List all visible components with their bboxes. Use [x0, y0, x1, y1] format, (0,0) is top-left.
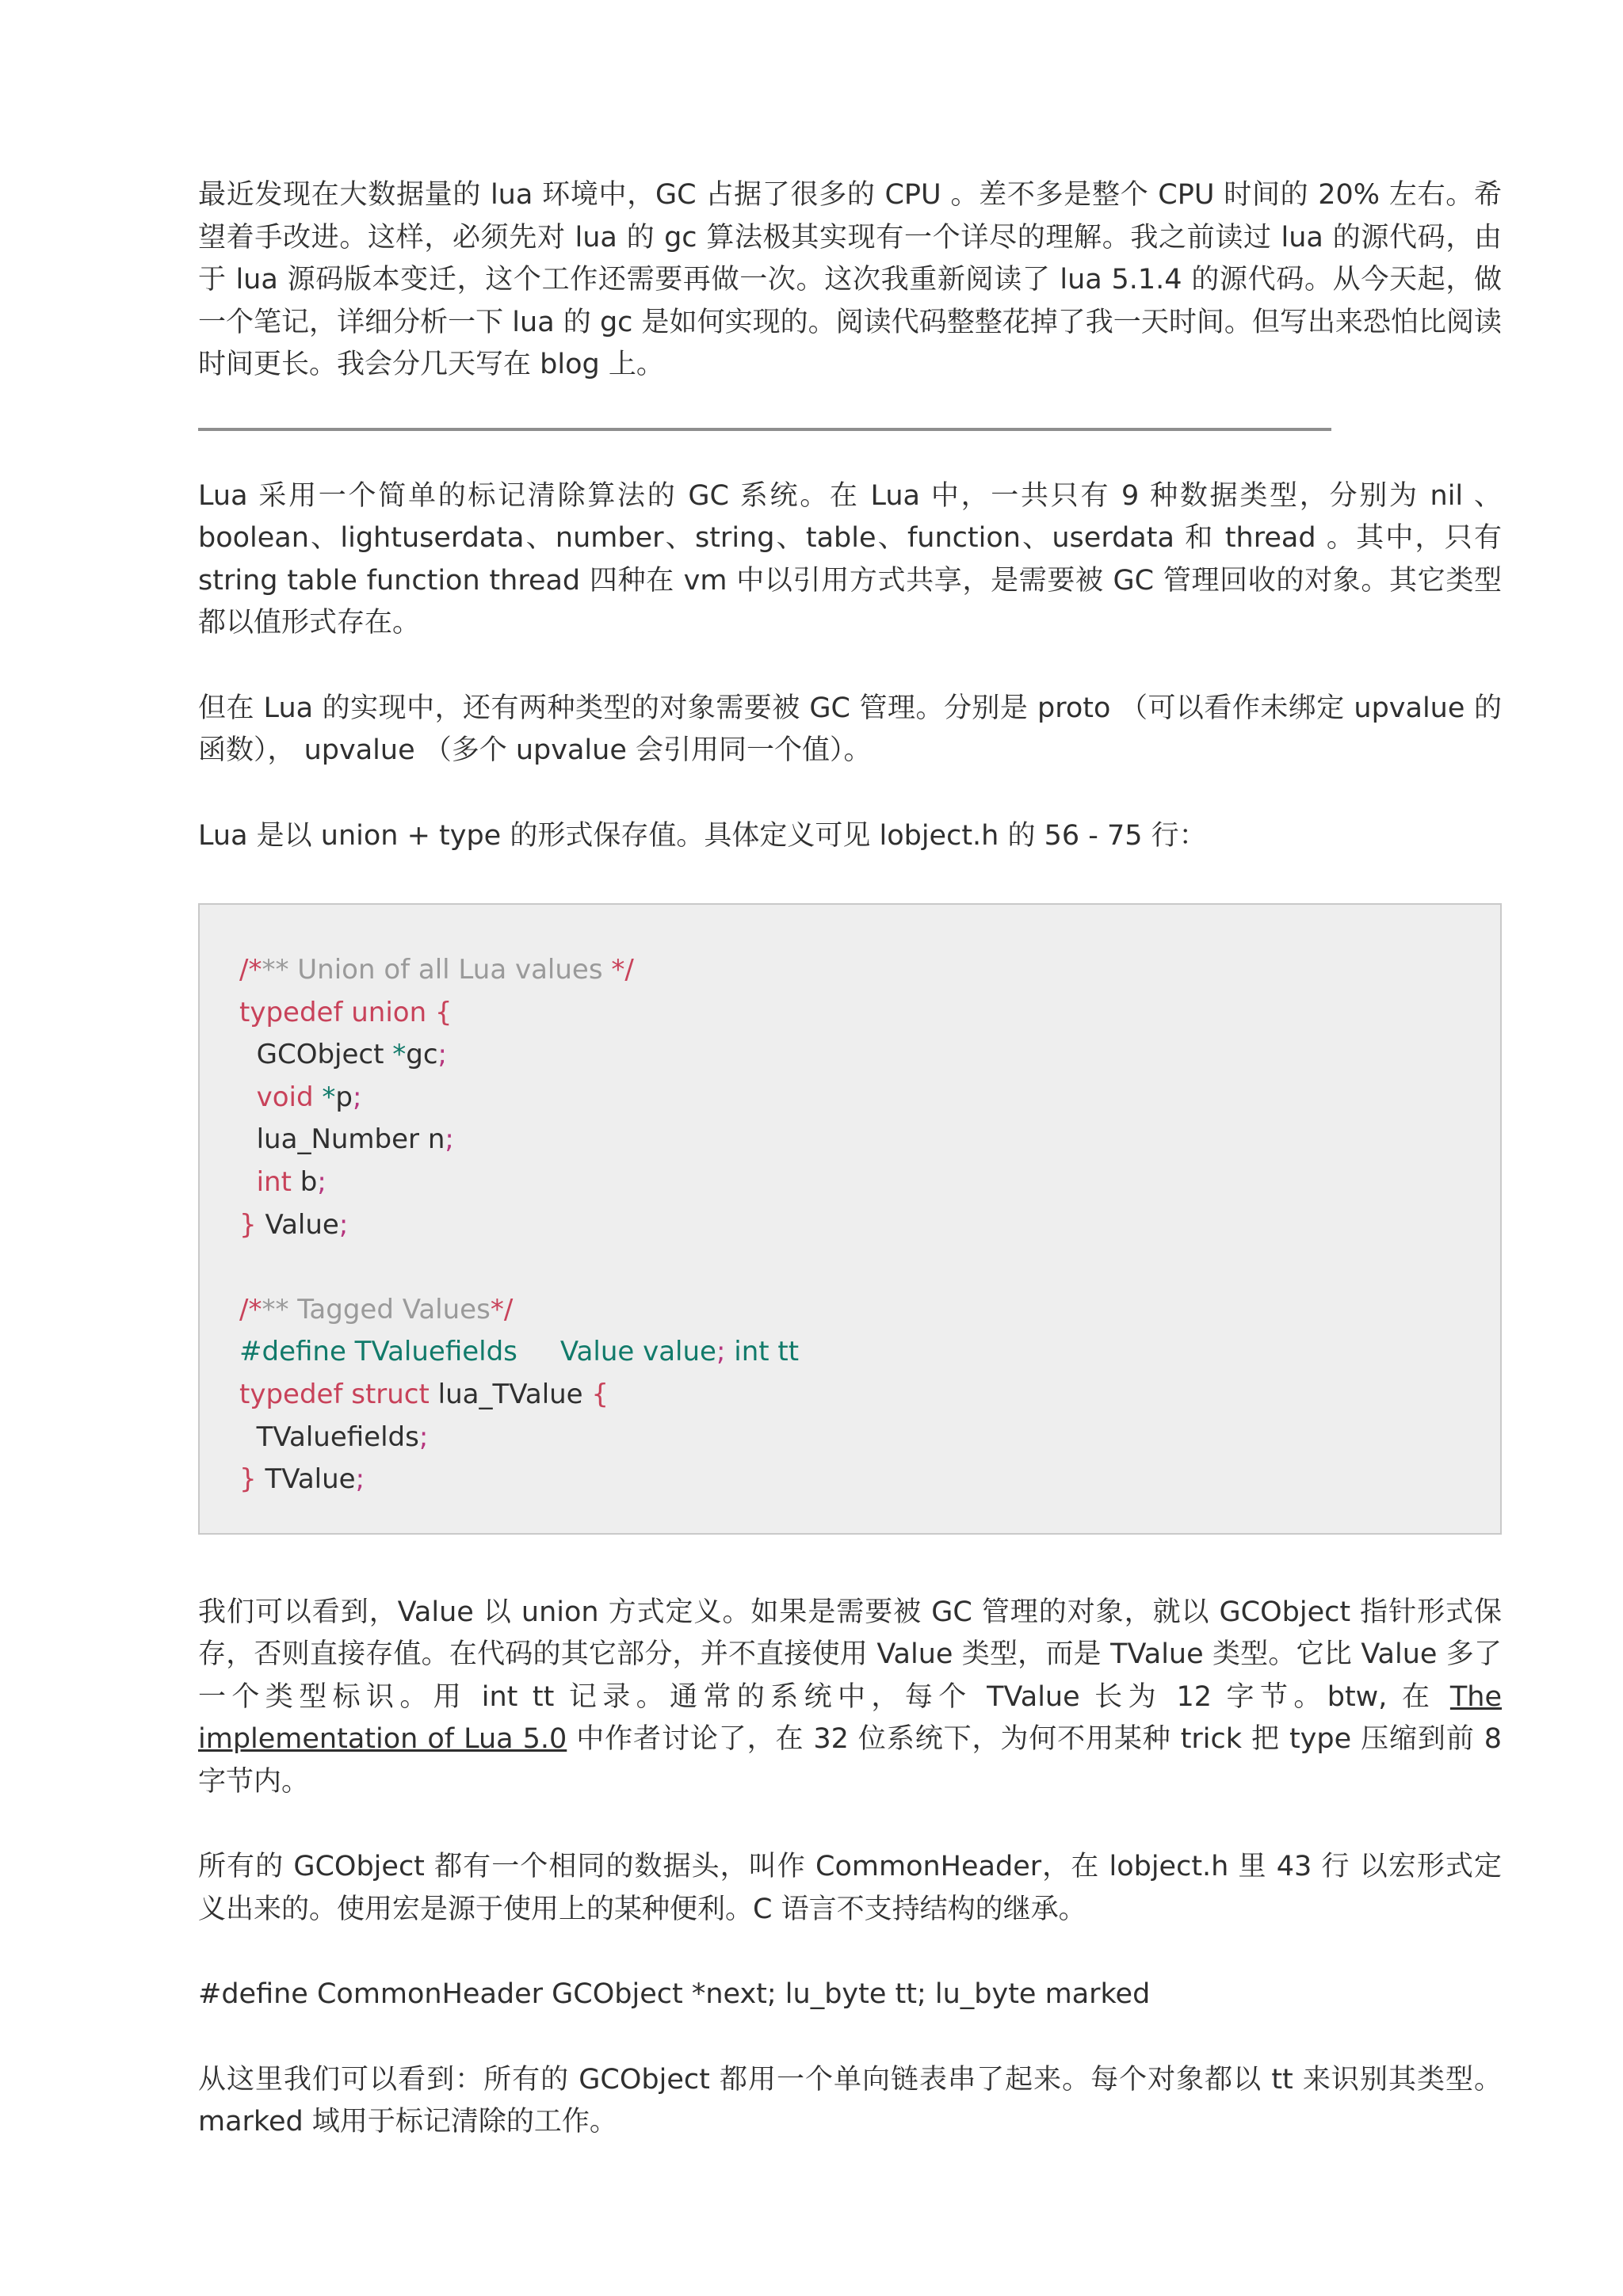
article [198, 174, 1502, 2144]
code-blank-line [239, 1246, 1461, 1289]
code-line: GCObject *gc; [239, 1039, 447, 1071]
code-line: lua_Number n; [239, 1123, 454, 1156]
code-line: int b; [239, 1165, 327, 1198]
code-line: TValuefields; [239, 1421, 429, 1453]
intro-paragraph: 最近发现在大数据量的 lua 环境中，GC 占据了很多的 CPU 。差不多是整个 CPU 时间的 20% 左右。希望着手改进。这样，必须先对 lua 的 gc 算法极其实现有一个详尽的理解。我之前读过 lua 的源代码，由于 lua 源码版本变迁，这个工作还需要再做一次。这次我重新阅读了 lua 5.1.4 的源代码。从今天起，做一个笔记，详细分析一下 lua 的 gc 是如何实现的。阅读代码整整花掉了我一天时间。但写出来恐怕比阅读时间更长。我会分几天写在 blog 上。 [198, 179, 1502, 380]
common-header-define: #define CommonHeader GCObject *next; lu_byte tt; lu_byte marked [198, 1978, 1151, 2011]
horizontal-divider [198, 428, 1331, 431]
gc-types-paragraph: Lua 采用一个简单的标记清除算法的 GC 系统。在 Lua 中，一共只有 9 种数据类型，分别为 nil 、boolean、lightuserdata、number、string、table、function、userdata 和 thread 。其中，只有 string table function thread 四种在 vm 中以引用方式共享，是需要被 GC 管理回收的对象。其它类型都以值形式存在。 [198, 479, 1502, 639]
value-explanation-paragraph: 我们可以看到，Value 以 union 方式定义。如果是需要被 GC 管理的对象，就以 GCObject 指针形式保存，否则直接存值。在代码的其它部分，并不直接使用 Value 类型，而是 TValue 类型。它比 Value 多了一个类型标识。用 int tt 记录。通常的系统中，每个 TValue 长为 12 字节。btw, 在 The implementation of Lua 5.0 中作者讨论了，在 32 位系统下，为何不用某种 trick 把 type 压缩到前 8 字节内。 [198, 1596, 1502, 1798]
code-line: /*** Tagged Values*/ [239, 1293, 514, 1325]
code-line: typedef struct lua_TValue { [239, 1378, 609, 1410]
union-type-paragraph: Lua 是以 union + type 的形式保存值。具体定义可见 lobject.h 的 56 - 75 行： [198, 819, 1207, 852]
code-line: #define TValuefields Value value; int tt [239, 1336, 800, 1368]
code-line: typedef union { [239, 996, 453, 1028]
code-line: void *p; [239, 1081, 362, 1113]
linked-list-paragraph: 从这里我们可以看到：所有的 GCObject 都用一个单向链表串了起来。每个对象都以 tt 来识别其类型。marked 域用于标记清除的工作。 [198, 2063, 1502, 2138]
lua-implementation-link[interactable]: The implementation of Lua 5.0 [198, 1680, 1502, 1756]
proto-upvalue-paragraph: 但在 Lua 的实现中，还有两种类型的对象需要被 GC 管理。分别是 proto （可以看作未绑定 upvalue 的函数）， upvalue （多个 upvalue 会引用同一个值）。 [198, 692, 1502, 766]
common-header-paragraph: 所有的 GCObject 都有一个相同的数据头，叫作 CommonHeader，在 lobject.h 里 43 行 以宏形式定义出来的。使用宏是源于使用上的某种便利。C 语言不支持结构的继承。 [198, 1851, 1502, 1925]
code-line: } Value; [239, 1208, 349, 1241]
code-line: /*** Union of all Lua values */ [239, 954, 634, 986]
code-line: } TValue; [239, 1463, 365, 1496]
code-block [198, 903, 1502, 1535]
